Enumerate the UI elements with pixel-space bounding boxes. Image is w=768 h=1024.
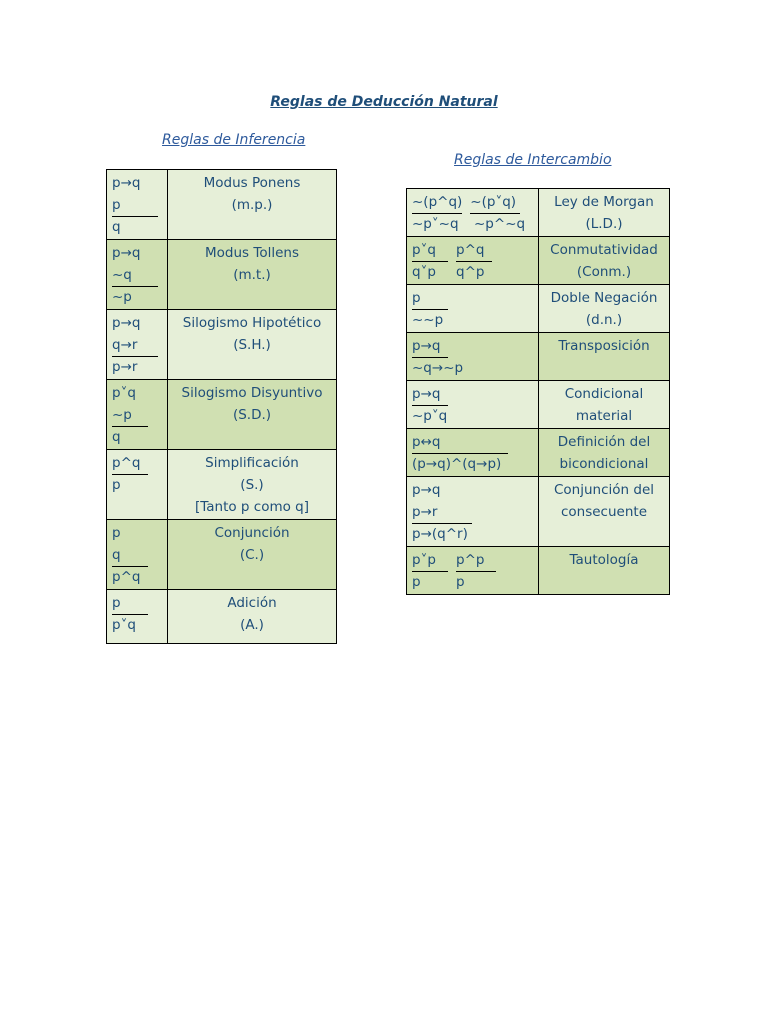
table-row: [407, 429, 670, 477]
rule-expression: [407, 333, 539, 381]
exchange-rules-subtitle: Reglas de Intercambio: [454, 152, 612, 168]
table-row: [107, 450, 337, 520]
rule-name-cell: [168, 310, 337, 380]
table-row: [107, 380, 337, 450]
rule-name-cell: [539, 547, 670, 595]
expression-top: p: [412, 288, 448, 310]
expression-bottom: p: [456, 574, 465, 590]
expression-bottom: ~~p: [412, 312, 444, 328]
rule-name: Transposición: [558, 338, 650, 354]
expression-top: p→q: [412, 384, 448, 406]
rule-abbr: (m.p.): [231, 197, 273, 213]
rule-abbr: (S.): [240, 477, 264, 493]
rule-abbr: consecuente: [560, 504, 648, 520]
rule-name-cell: [539, 333, 670, 381]
rule-expression: [107, 240, 168, 310]
expression-top: ~(p˅q): [470, 192, 520, 214]
rule-name: Conmutatividad: [550, 242, 658, 258]
rule-name: Ley de Morgan: [554, 194, 654, 210]
rule-name-cell: [168, 240, 337, 310]
expression-top: ~(p^q): [412, 192, 462, 214]
table-row: [407, 285, 670, 333]
rule-name: Modus Ponens: [203, 175, 301, 191]
rule-name-cell: [539, 429, 670, 477]
rule-expression: [107, 380, 168, 450]
premise: p: [112, 525, 121, 541]
rule-name: Modus Tollens: [205, 245, 299, 261]
table-row: [107, 590, 337, 644]
expression-top: p^p: [456, 550, 496, 572]
rule-abbr: (S.H.): [233, 337, 271, 353]
premise: p: [112, 593, 148, 615]
conclusion: p→r: [112, 359, 138, 375]
expression-bottom: ~q→~p: [412, 360, 464, 376]
conclusion: p: [112, 477, 121, 493]
rule-abbr: (d.n.): [585, 312, 623, 328]
rule-abbr: [544, 571, 664, 593]
table-row: [107, 520, 337, 590]
premise: p→q: [112, 315, 141, 331]
rule-expression: [107, 450, 168, 520]
rule-abbr: (m.t.): [233, 267, 271, 283]
conclusion: q: [112, 219, 121, 235]
rule-expression: [407, 237, 539, 285]
rule-name: Conjunción del: [553, 482, 654, 498]
rule-abbr: material: [575, 408, 633, 424]
table-row: [107, 170, 337, 240]
expression-bottom: p: [412, 574, 421, 590]
rule-name: Definición del: [557, 434, 651, 450]
expression-top: p˅p: [412, 550, 448, 572]
rule-expression: [407, 381, 539, 429]
exchange-rules-table: [406, 188, 670, 595]
inference-rules-table: [106, 169, 337, 644]
rule-name-cell: [168, 590, 337, 644]
rule-abbr: (A.): [240, 617, 264, 633]
rule-abbr: (C.): [239, 547, 265, 563]
rule-name-cell: [168, 450, 337, 520]
rule-name: Conjunción: [214, 525, 290, 541]
conclusion: q: [112, 429, 121, 445]
rule-abbr: (Conm.): [576, 264, 632, 280]
premise: q: [112, 545, 148, 567]
rule-name: Adición: [227, 595, 277, 611]
premise: p˅q: [112, 385, 136, 401]
expression-top: p↔q: [412, 432, 508, 454]
table-row: [407, 333, 670, 381]
table-row: [407, 189, 670, 237]
table-row: [407, 547, 670, 595]
page-title: Reglas de Deducción Natural: [270, 94, 498, 110]
premise: q→r: [112, 335, 158, 357]
rule-name-cell: [168, 380, 337, 450]
table-row: [407, 237, 670, 285]
rule-expression: [107, 170, 168, 240]
expression-top: p˅q: [412, 240, 448, 262]
rule-abbr: bicondicional: [559, 456, 649, 472]
conclusion: p^q: [112, 569, 141, 585]
expression-bottom: p→(q^r): [412, 526, 468, 542]
premise: p→q: [112, 175, 141, 191]
expression-bottom: ~p^~q: [474, 216, 526, 232]
rule-name: Silogismo Hipotético: [182, 315, 322, 331]
rule-name-cell: [168, 520, 337, 590]
expression-bottom: ~p˅~q: [412, 216, 459, 232]
inference-rules-subtitle: Reglas de Inferencia: [162, 132, 306, 148]
conclusion: p˅q: [112, 617, 136, 633]
expression-top: p→q: [412, 336, 448, 358]
rule-name-cell: [539, 189, 670, 237]
expression-bottom: (p→q)^(q→p): [412, 456, 502, 472]
rule-name: Doble Negación: [550, 290, 658, 306]
rule-expression: [107, 520, 168, 590]
expression-bottom: ~p˅q: [412, 408, 448, 424]
rule-expression: [407, 189, 539, 237]
table-row: [107, 240, 337, 310]
expression-top: p^q: [456, 240, 492, 262]
rule-abbr: (L.D.): [585, 216, 623, 232]
rule-expression: [107, 590, 168, 644]
premise: ~p: [112, 405, 148, 427]
rule-name: Tautología: [569, 552, 639, 568]
premise: ~q: [112, 265, 158, 287]
expression-bottom: q˅p: [412, 264, 436, 280]
conclusion: ~p: [112, 289, 132, 305]
premise: p: [112, 195, 158, 217]
premise: p^q: [112, 453, 148, 475]
rule-note: [Tanto p como q]: [194, 499, 310, 515]
rule-name: Simplificación: [205, 455, 299, 471]
rule-expression: [407, 547, 539, 595]
premise: p→q: [112, 245, 141, 261]
rule-expression: [407, 285, 539, 333]
rule-name-cell: [539, 285, 670, 333]
rule-name-cell: [539, 381, 670, 429]
rule-expression: [407, 429, 539, 477]
expression-bottom: q^p: [456, 264, 485, 280]
rule-name-cell: [539, 237, 670, 285]
table-row: [407, 477, 670, 547]
table-row: [107, 310, 337, 380]
rule-abbr: (S.D.): [232, 407, 272, 423]
expression-top: p→q: [412, 482, 441, 498]
rule-name-cell: [539, 477, 670, 547]
rule-expression: [107, 310, 168, 380]
rule-expression: [407, 477, 539, 547]
rule-abbr: [544, 357, 664, 379]
table-row: [407, 381, 670, 429]
rule-name: Condicional: [564, 386, 644, 402]
rule-name: Silogismo Disyuntivo: [181, 385, 323, 401]
expression-middle: p→r: [412, 502, 472, 524]
rule-name-cell: [168, 170, 337, 240]
